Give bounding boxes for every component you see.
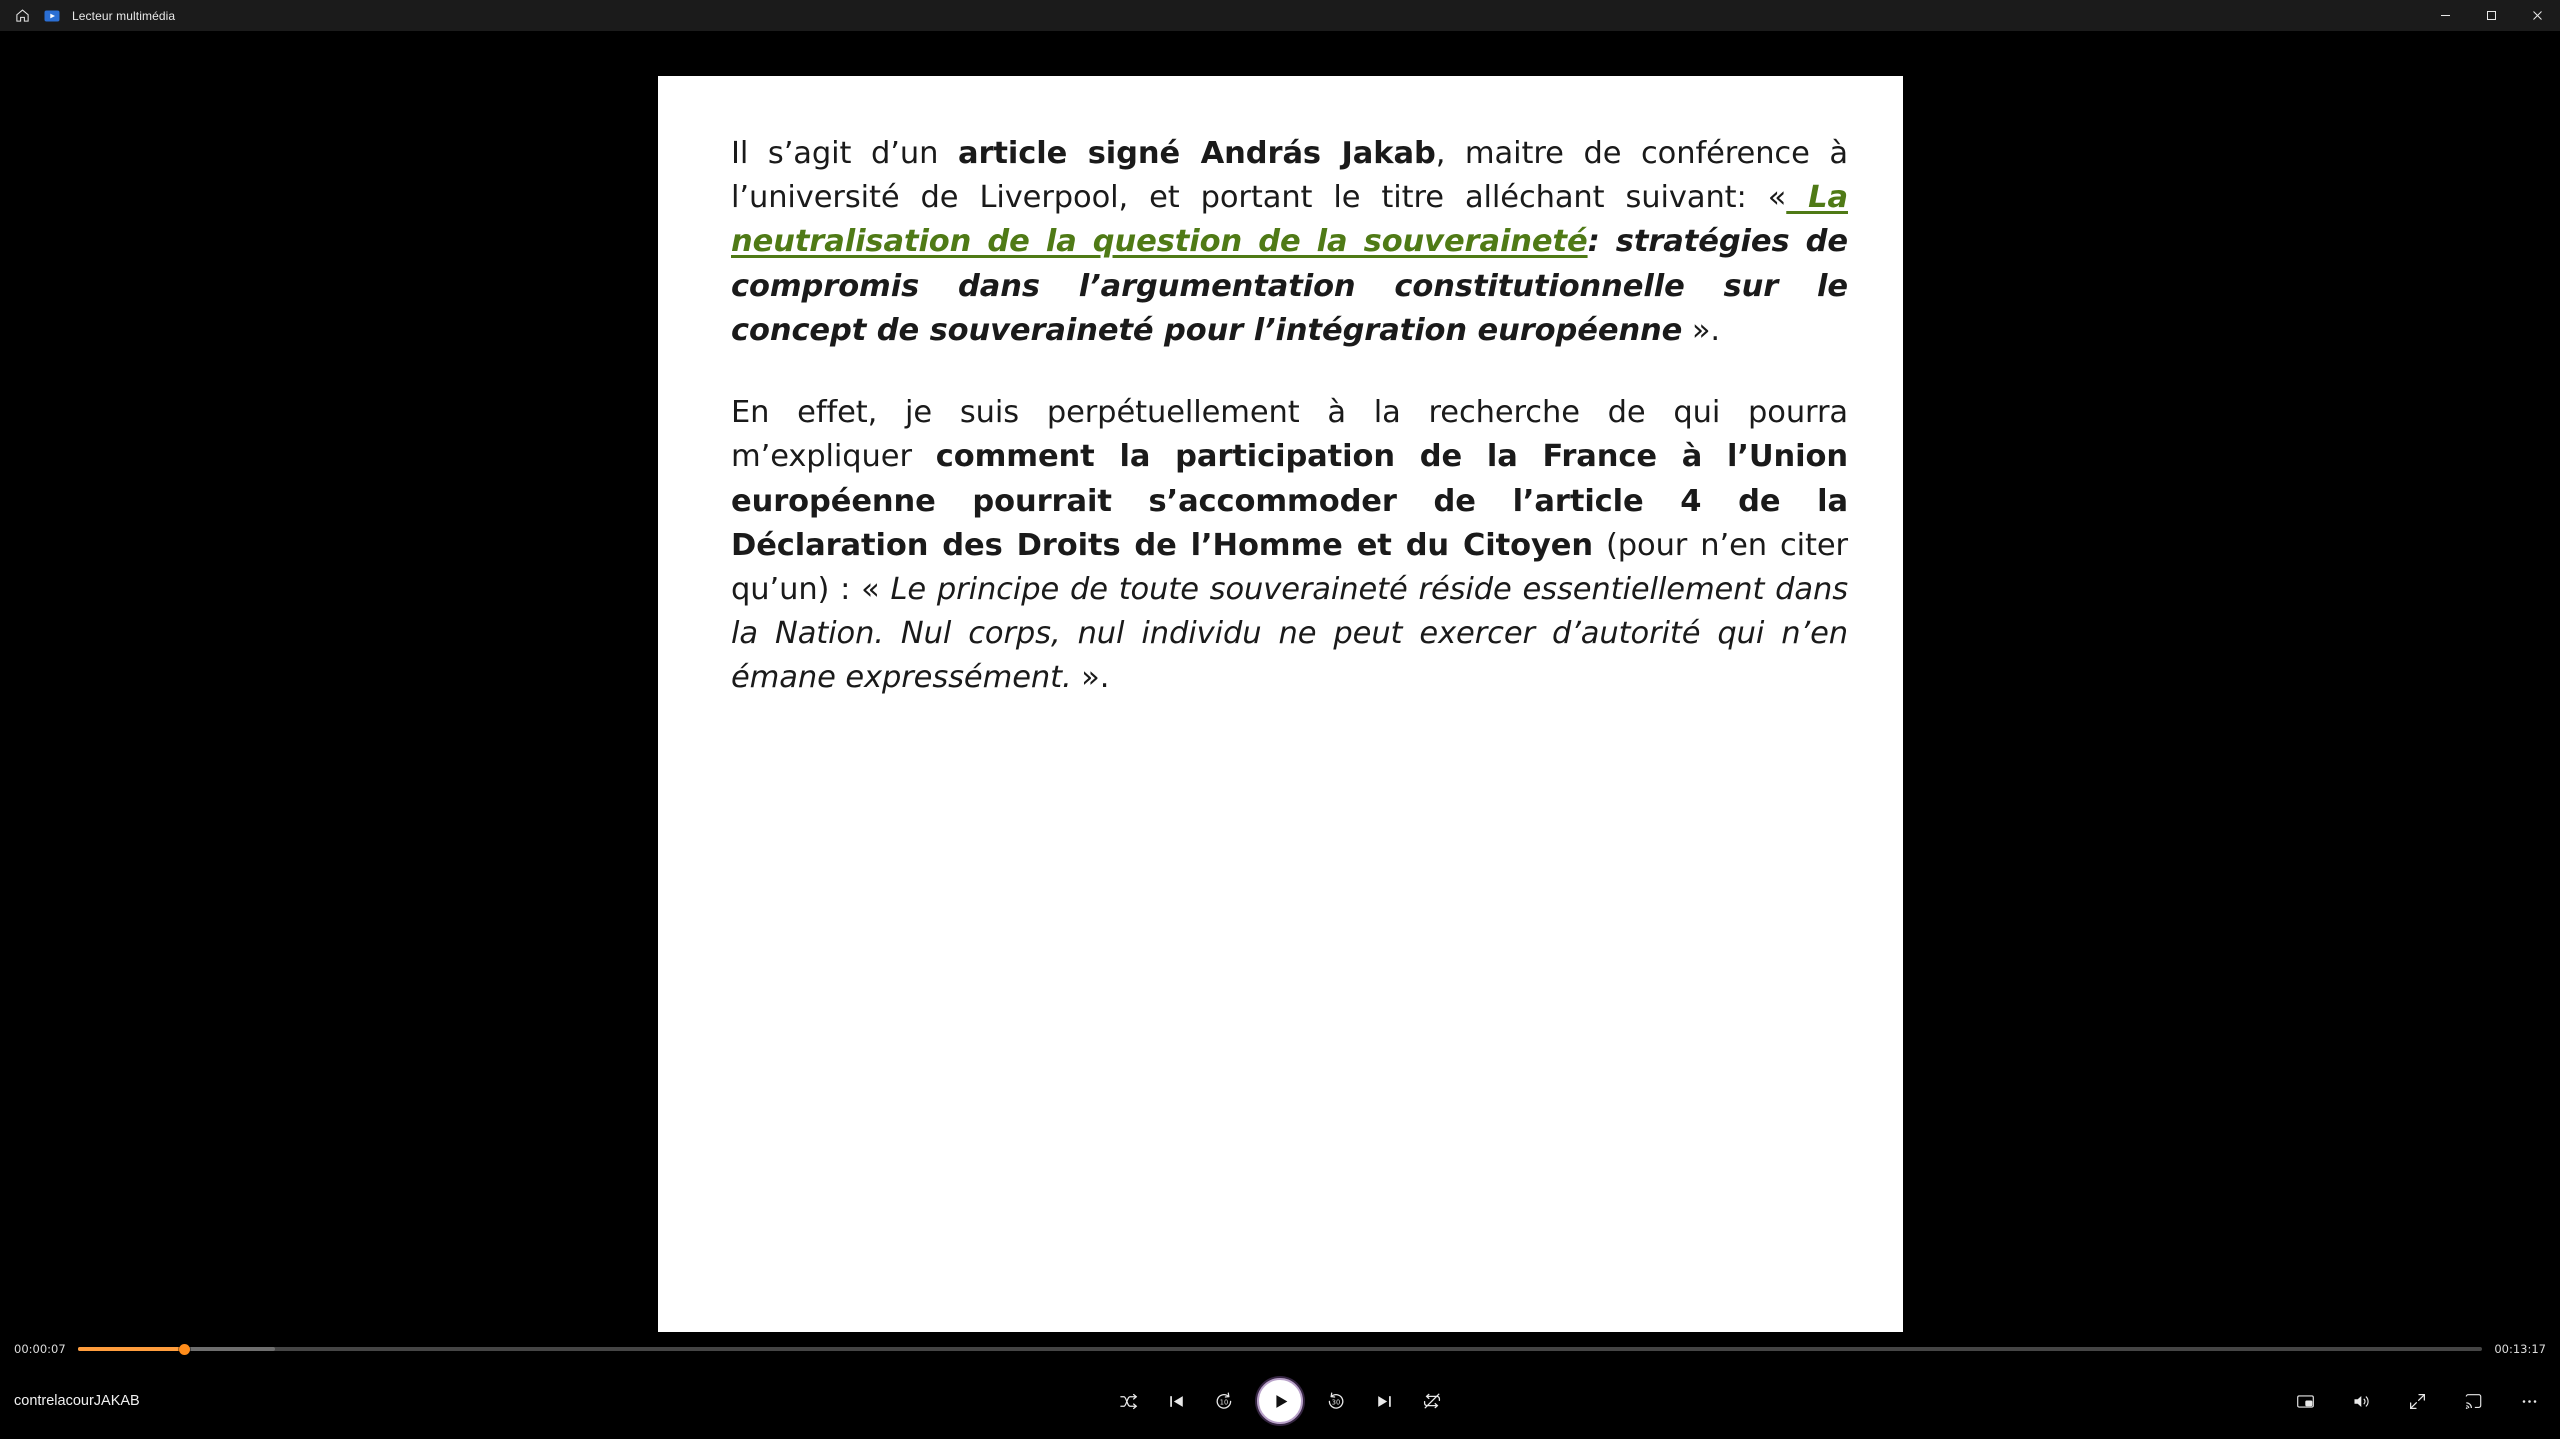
seek-track [78,1347,2482,1351]
p1-seg5-bolditalic: : stratégies de compromis dans l’argumentation constitutionnelle sur le concept de souveraineté pour l’intégration européenne [731,224,1849,348]
media-title: contrelacourJAKAB [14,1393,140,1409]
player-controls [0,1332,2560,1439]
close-button[interactable] [2514,0,2560,31]
svg-text:10: 10 [1219,1398,1229,1407]
p1-seg3: , maitre de conférence à l’université de Liverpool, et portant le titre alléchant suivant: « [731,136,1849,216]
previous-track-icon[interactable] [1161,1386,1191,1416]
transport-controls [1113,1378,1447,1424]
forward-30-icon[interactable] [1321,1386,1351,1416]
seek-row [0,1332,2560,1366]
p2-seg4-italic: Le principe de toute souveraineté réside essentiellement dans la Nation. Nul corps, nul individu ne peut exercer d’autorité qui n’en émane expressément. [731,571,1848,696]
rewind-10-icon[interactable] [1209,1386,1239,1416]
mini-player-icon[interactable] [2290,1386,2320,1416]
fullscreen-icon[interactable] [2402,1386,2432,1416]
button-row [0,1366,2560,1436]
p2-seg1: En effet, je suis perpétuellement à la recherche de qui pourra m’expliquer [731,395,1848,475]
p1-link[interactable]: La neutralisation de la question de la souveraineté [731,180,1848,260]
next-track-icon[interactable] [1369,1386,1399,1416]
title-bar-left [0,1,175,31]
total-time: 00:13:17 [2494,1342,2546,1356]
window-title: Lecteur multimédia [72,8,176,23]
seek-thumb[interactable] [179,1344,190,1355]
p2-seg5: ». [1071,660,1110,696]
media-player-icon [38,1,66,31]
title-bar [0,0,2560,32]
p1-seg2-bold: article signé András Jakab [958,136,1436,171]
window-controls [2422,0,2560,31]
maximize-button[interactable] [2468,0,2514,31]
shuffle-icon[interactable] [1113,1386,1143,1416]
volume-icon[interactable] [2346,1386,2376,1416]
current-time: 00:00:07 [14,1342,66,1356]
p2-seg2-bold: comment la participation de la France à l’Union européenne pourrait s’accommoder de l’article 4 de la Déclaration des Droits de l’Homme et du Citoyen [731,439,1848,563]
seek-progress [78,1347,184,1351]
slide-paragraph-2 [731,391,1848,701]
p1-seg1: Il s’agit d’un [731,136,958,171]
home-icon[interactable] [6,1,38,31]
cast-icon[interactable] [2458,1386,2488,1416]
p2-seg3: (pour n’en citer qu’un) : « [731,527,1848,607]
video-stage[interactable] [0,31,2560,1332]
slide-page [658,76,1903,1332]
minimize-button[interactable] [2422,0,2468,31]
secondary-controls [2290,1386,2544,1416]
more-options-icon[interactable] [2514,1386,2544,1416]
repeat-off-icon[interactable] [1417,1386,1447,1416]
p1-seg6: ». [1682,312,1721,348]
seek-bar[interactable] [78,1340,2482,1358]
slide-paragraph-1 [731,132,1848,353]
svg-text:30: 30 [1331,1398,1341,1407]
play-button[interactable] [1257,1378,1303,1424]
